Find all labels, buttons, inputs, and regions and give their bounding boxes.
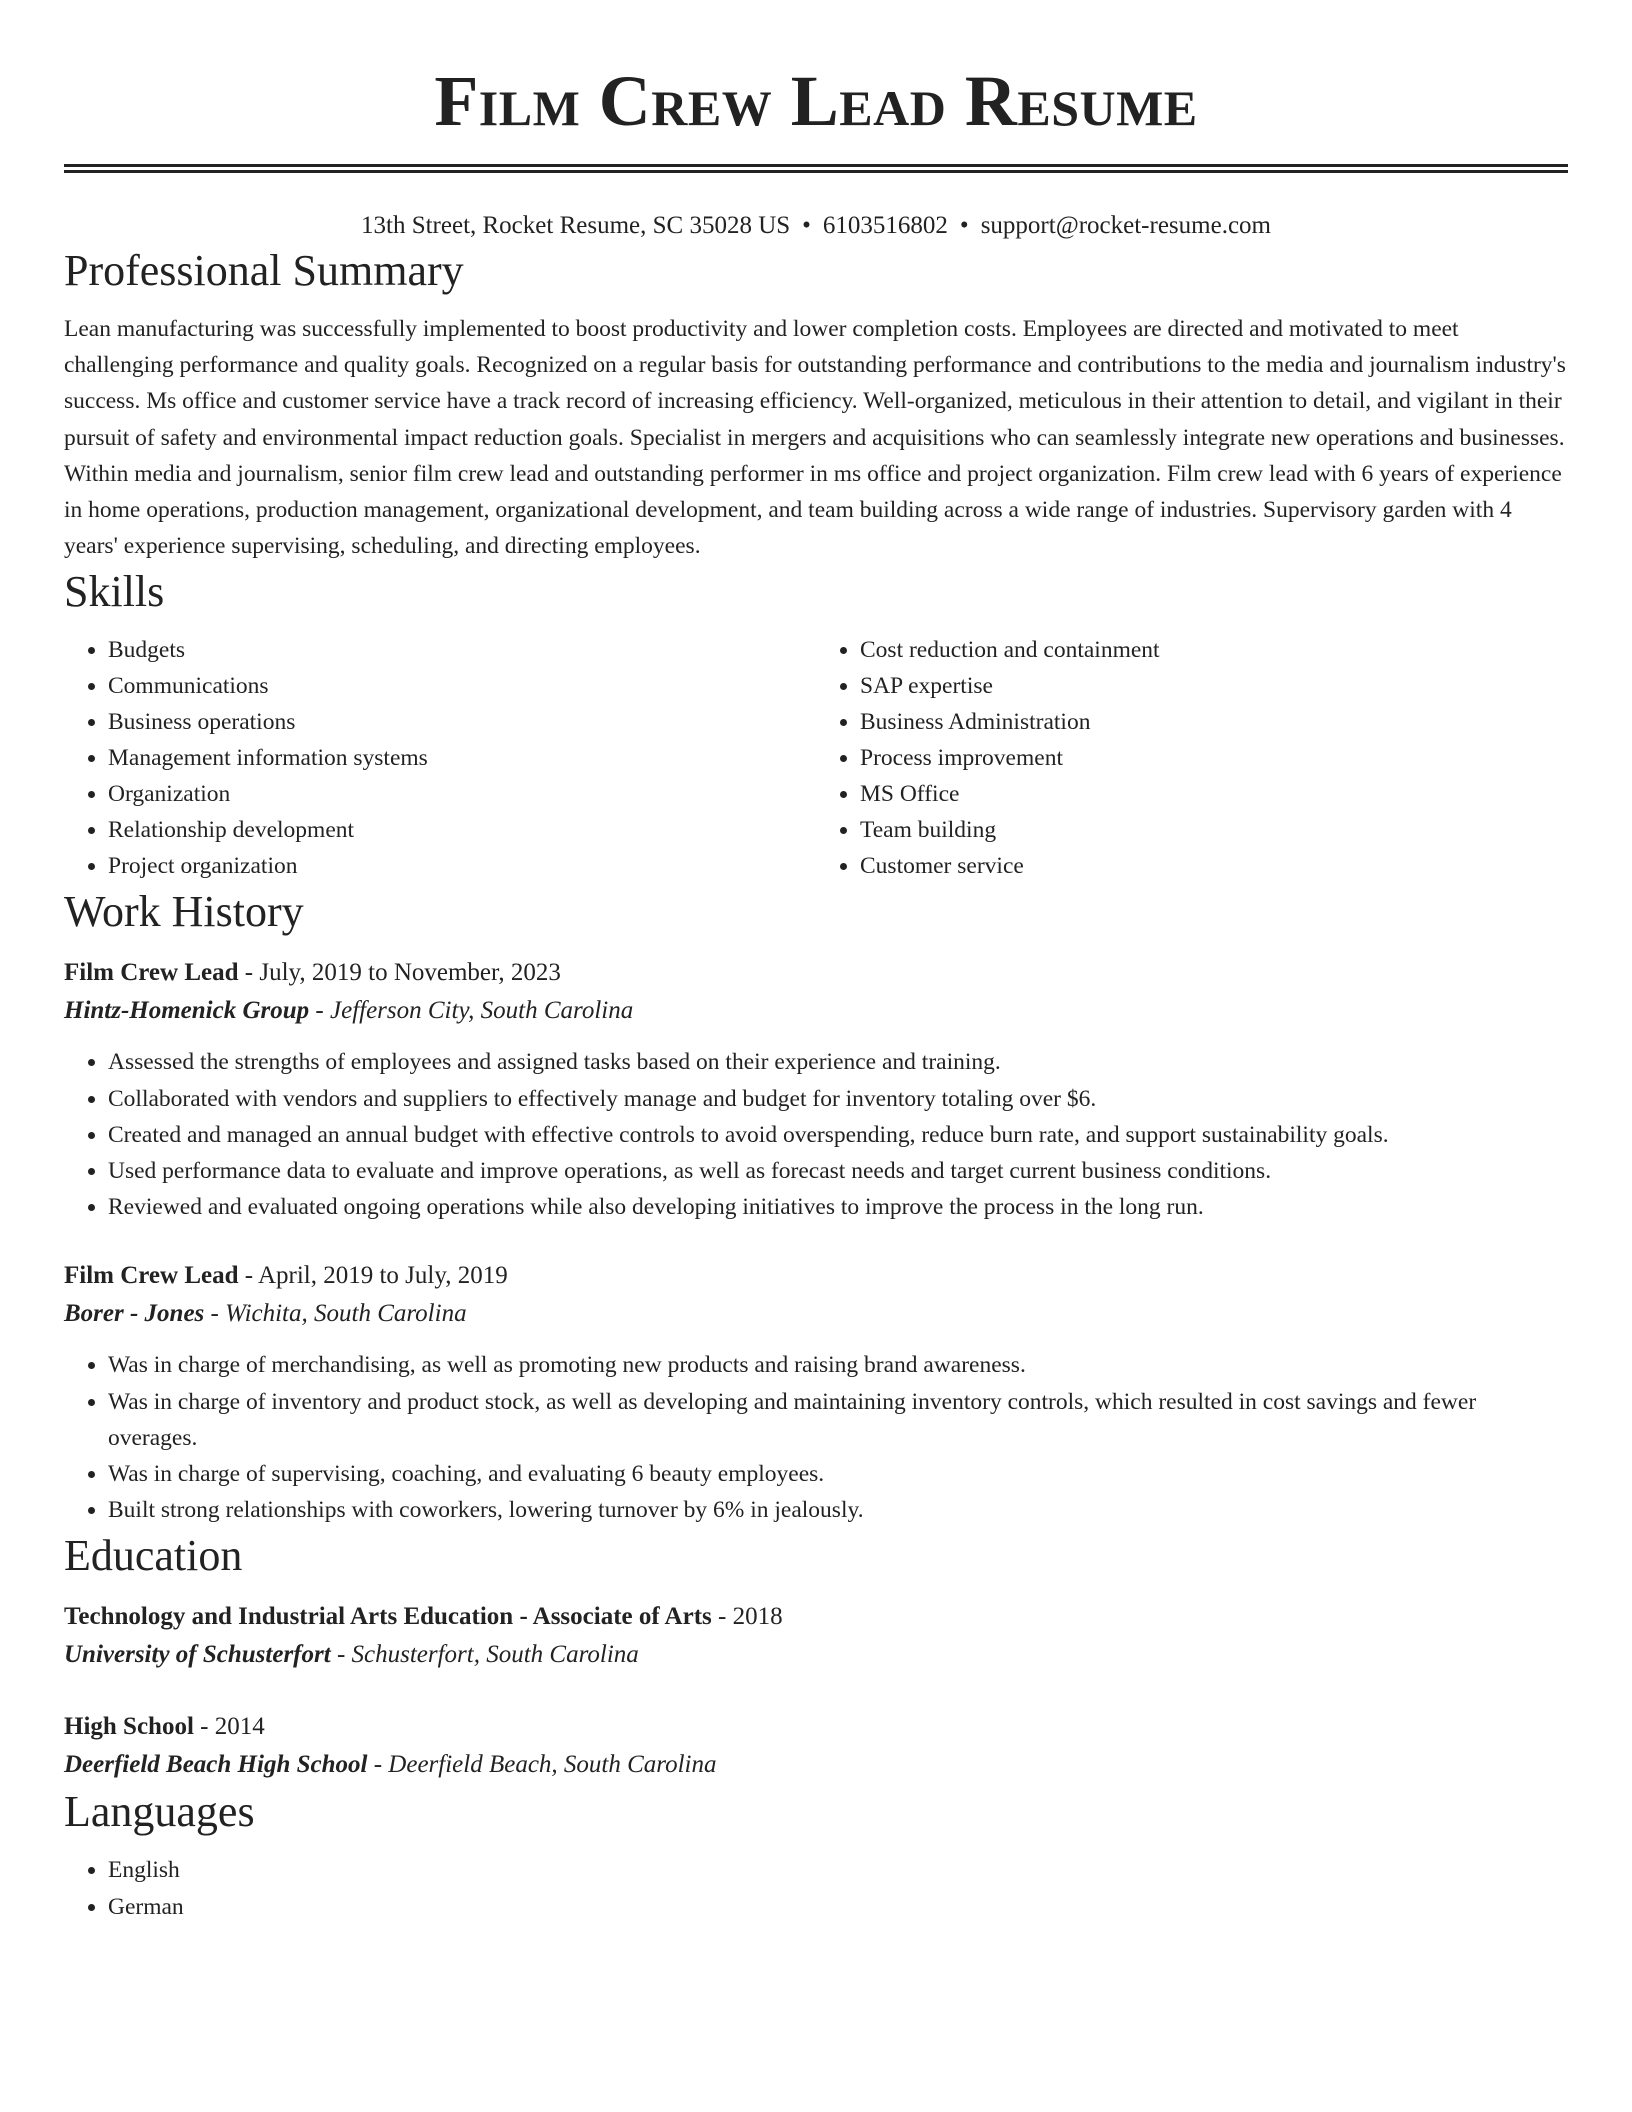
- education-year: - 2018: [711, 1603, 783, 1631]
- education-year: - 2014: [193, 1713, 265, 1741]
- skill-item: • Business Administration: [860, 704, 1568, 740]
- education-location: - Deerfield Beach, South Carolina: [367, 1751, 717, 1779]
- languages-heading: Languages: [64, 1787, 255, 1837]
- skill-item: • MS Office: [860, 776, 1568, 812]
- summary-heading: Professional Summary: [64, 246, 464, 295]
- contact-phone: 6103516802: [822, 212, 948, 239]
- education-degree: High School: [64, 1713, 194, 1741]
- duty-item: • Assessed the strengths of employees and assigned tasks based on their experience and training.: [108, 1044, 1568, 1080]
- skill-item: • Cost reduction and containment: [860, 632, 1568, 668]
- job-entry: [64, 954, 1568, 1225]
- skill-item: • SAP expertise: [860, 668, 1568, 704]
- job-duties: [64, 1044, 1568, 1225]
- education-school: University of Schusterfort: [64, 1641, 331, 1669]
- job-title-line: [64, 954, 1568, 992]
- duty-item: • Was in charge of inventory and product stock, as well as developing and maintaining inventory controls, which resulted in cost savings and fewer overages.: [108, 1384, 1568, 1456]
- skills-heading: Skills: [64, 567, 165, 617]
- duty-item: • Built strong relationships with coworkers, lowering turnover by 6% in jealously.: [108, 1492, 1568, 1528]
- contact-email: support@rocket-resume.com: [980, 212, 1271, 239]
- summary-text: Lean manufacturing was successfully implemented to boost productivity and lower completion costs. Employees are directed and motivated to meet challenging performance and quality goals. Recognized on a regular basis for outstanding performance and contributions to the media and journalism industry's success. Ms office and customer service have a track record of increasing efficiency. Well-organized, meticulous in their attention to detail, and vigilant in their pursuit of safety and environmental impact reduction goals. Specialist in mergers and acquisitions who can seamlessly integrate new operations and businesses. Within media and journalism, senior film crew lead and outstanding performer in ms office and project organization. Film crew lead with 6 years of experience in home operations, production management, organizational development, and team building across a wide range of industries. Supervisory garden with 4 years' experience supervising, scheduling, and directing employees.: [64, 316, 1566, 560]
- language-item: • English: [108, 1852, 1568, 1888]
- job-company: Borer - Jones: [64, 1300, 205, 1328]
- title-divider: [64, 164, 1568, 173]
- skill-item: • Team building: [860, 812, 1568, 848]
- skills-column-right: [816, 632, 1568, 884]
- duty-item: • Was in charge of supervising, coaching, and evaluating 6 beauty employees.: [108, 1456, 1568, 1492]
- job-entry: [64, 1257, 1568, 1528]
- contact-line: [64, 209, 1568, 243]
- skill-item: • Process improvement: [860, 740, 1568, 776]
- duty-item: • Reviewed and evaluated ongoing operations while also developing initiatives to improve the process in the long run.: [108, 1189, 1568, 1225]
- duty-item: • Collaborated with vendors and suppliers to effectively manage and budget for inventory totaling over $6.: [108, 1081, 1568, 1117]
- contact-separator: •: [959, 212, 969, 239]
- job-duties: [64, 1347, 1568, 1528]
- job-company: Hintz-Homenick Group: [64, 997, 310, 1025]
- work-history-heading: Work History: [64, 887, 304, 937]
- job-location: - Jefferson City, South Carolina: [309, 997, 634, 1025]
- duty-item: • Created and managed an annual budget with effective controls to avoid overspending, reduce burn rate, and support sustainability goals.: [108, 1117, 1568, 1153]
- education-degree-line: [64, 1708, 1568, 1746]
- job-location: - Wichita, South Carolina: [204, 1300, 467, 1328]
- job-company-line: [64, 1295, 1568, 1333]
- contact-separator: •: [802, 212, 811, 239]
- education-degree: Technology and Industrial Arts Education - Associate of Arts: [64, 1603, 712, 1631]
- job-dates: - July, 2019 to November, 2023: [238, 959, 561, 987]
- languages-list: [64, 1852, 1568, 1924]
- resume-title: Film Crew Lead Resume: [434, 61, 1198, 141]
- skill-item: • Organization: [108, 776, 816, 812]
- education-school: Deerfield Beach High School: [64, 1751, 368, 1779]
- duty-item: • Used performance data to evaluate and improve operations, as well as forecast needs and target current business conditions.: [108, 1153, 1568, 1189]
- job-title-line: [64, 1257, 1568, 1295]
- education-entry: [64, 1598, 1568, 1674]
- language-item: • German: [108, 1889, 1568, 1925]
- education-school-line: [64, 1746, 1568, 1784]
- skills-column-left: [64, 632, 816, 884]
- skills-list: [64, 632, 1568, 884]
- job-dates: - April, 2019 to July, 2019: [238, 1262, 508, 1290]
- skill-item: • Customer service: [860, 848, 1568, 884]
- education-entry: [64, 1708, 1568, 1784]
- job-title: Film Crew Lead: [64, 1262, 239, 1290]
- skill-item: • Business operations: [108, 704, 816, 740]
- skill-item: • Management information systems: [108, 740, 816, 776]
- skill-item: • Project organization: [108, 848, 816, 884]
- skill-item: • Budgets: [108, 632, 816, 668]
- job-company-line: [64, 992, 1568, 1030]
- education-heading: Education: [64, 1531, 243, 1581]
- education-location: - Schusterfort, South Carolina: [330, 1641, 639, 1669]
- skill-item: • Relationship development: [108, 812, 816, 848]
- skill-item: • Communications: [108, 668, 816, 704]
- job-title: Film Crew Lead: [64, 959, 239, 987]
- education-school-line: [64, 1636, 1568, 1674]
- duty-item: • Was in charge of merchandising, as well as promoting new products and raising brand awareness.: [108, 1347, 1568, 1383]
- education-degree-line: [64, 1598, 1568, 1636]
- contact-address: 13th Street, Rocket Resume, SC 35028 US: [361, 212, 791, 239]
